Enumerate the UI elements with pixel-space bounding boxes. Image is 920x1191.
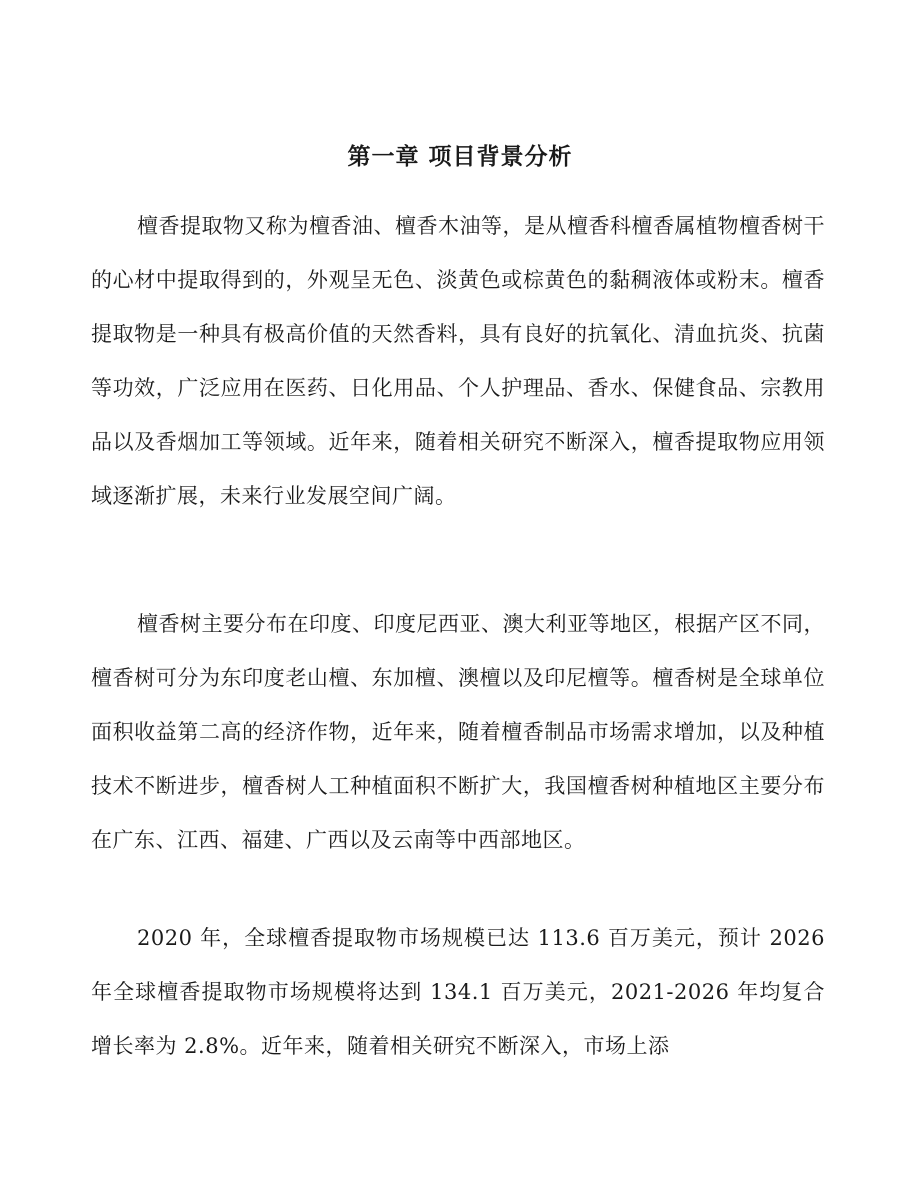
body-paragraph-2: 檀香树主要分布在印度、印度尼西亚、澳大利亚等地区，根据产区不同，檀香树可分为东印度老山檀、东加檀、澳檀以及印尼檀等。檀香树是全球单位面积收益第二高的经济作物，近年来，随着檀香制品市场需求增加，以及种植技术不断进步，檀香树人工种植面积不断扩大，我国檀香树种植地区主要分布在广东、江西、福建、广西以及云南等中西部地区。 (91, 612, 825, 852)
body-paragraph-1: 檀香提取物又称为檀香油、檀香木油等，是从檀香科檀香属植物檀香树干的心材中提取得到的，外观呈无色、淡黄色或棕黄色的黏稠液体或粉末。檀香提取物是一种具有极高价值的天然香料，具有良好的抗氧化、清血抗炎、抗菌等功效，广泛应用在医药、日化用品、个人护理品、香水、保健食品、宗教用品以及香烟加工等领域。近年来，随着相关研究不断深入，檀香提取物应用领域逐渐扩展，未来行业发展空间广阔。 (91, 214, 825, 508)
chapter-title: 第一章 项目背景分析 (347, 143, 573, 170)
body-paragraph-3: 2020 年，全球檀香提取物市场规模已达 113.6 百万美元，预计 2026 年全球檀香提取物市场规模将达到 134.1 百万美元，2021-2026 年均复合增长率为 2.8%。近年来，随着相关研究不断深入，市场上添 (91, 926, 825, 1058)
